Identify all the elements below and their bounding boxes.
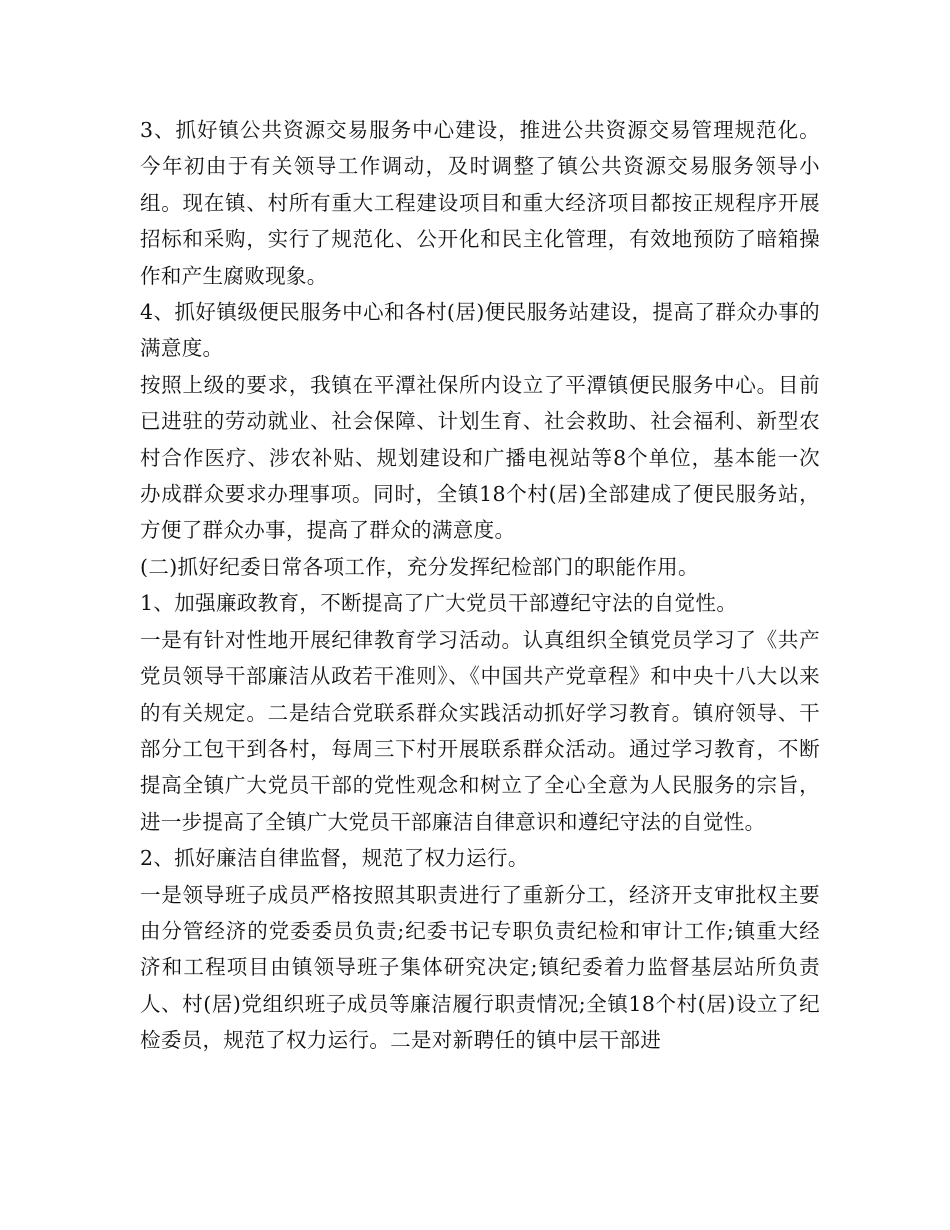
paragraph-public-resource-trading: 3、抓好镇公共资源交易服务中心建设，推进公共资源交易管理规范化。今年初由于有关领导工作调动，及时调整了镇公共资源交易服务领导小组。现在镇、村所有重大工程建设项目和重大经济项目都按正规程序开展招标和采购，实行了规范化、公开化和民主化管理，有效地预防了暗箱操作和产生腐败现象。 [140, 118, 820, 288]
paragraph-self-discipline-heading: 2、抓好廉洁自律监督，规范了权力运行。 [140, 846, 529, 871]
paragraph-integrity-education: 一是有针对性地开展纪律教育学习活动。认真组织全镇党员学习了《共产党员领导干部廉洁从政若干准则》、《中国共产党章程》和中央十八大以来的有关规定。二是结合党联系群众实践活动抓好学习教育。镇府领导、干部分工包干到各村，每周三下村开展联系群众活动。通过学习教育，不断提高全镇广大党员干部的党性观念和树立了全心全意为人民服务的宗旨，进一步提高了全镇广大党员干部廉洁自律意识和遵纪守法的自觉性。 [140, 627, 820, 834]
document-body [140, 112, 820, 1059]
paragraph-convenience-service-center: 按照上级的要求，我镇在平潭社保所内设立了平潭镇便民服务中心。目前已进驻的劳动就业、社会保障、计划生育、社会救助、社会福利、新型农村合作医疗、涉农补贴、规划建设和广播电视站等8个单位，基本能一次办成群众要求办理事项。同时，全镇18个村(居)全部建成了便民服务站，方便了群众办事，提高了群众的满意度。 [140, 372, 820, 543]
paragraph-power-supervision: 一是领导班子成员严格按照其职责进行了重新分工，经济开支审批权主要由分管经济的党委委员负责;纪委书记专职负责纪检和审计工作;镇重大经济和工程项目由镇领导班子集体研究决定;镇纪委着力监督基层站所负责人、村(居)党组织班子成员等廉洁履行职责情况;全镇18个村(居)设立了纪检委员，规范了权力运行。二是对新聘任的镇中层干部进 [140, 882, 820, 1053]
paragraph-convenience-service-heading: 4、抓好镇级便民服务中心和各村(居)便民服务站建设，提高了群众办事的满意度。 [140, 300, 820, 361]
paragraph-integrity-education-heading: 1、加强廉政教育，不断提高了广大党员干部遵纪守法的自觉性。 [140, 591, 738, 616]
section-heading-discipline-work: (二)抓好纪委日常各项工作，充分发挥纪检部门的职能作用。 [140, 554, 699, 579]
